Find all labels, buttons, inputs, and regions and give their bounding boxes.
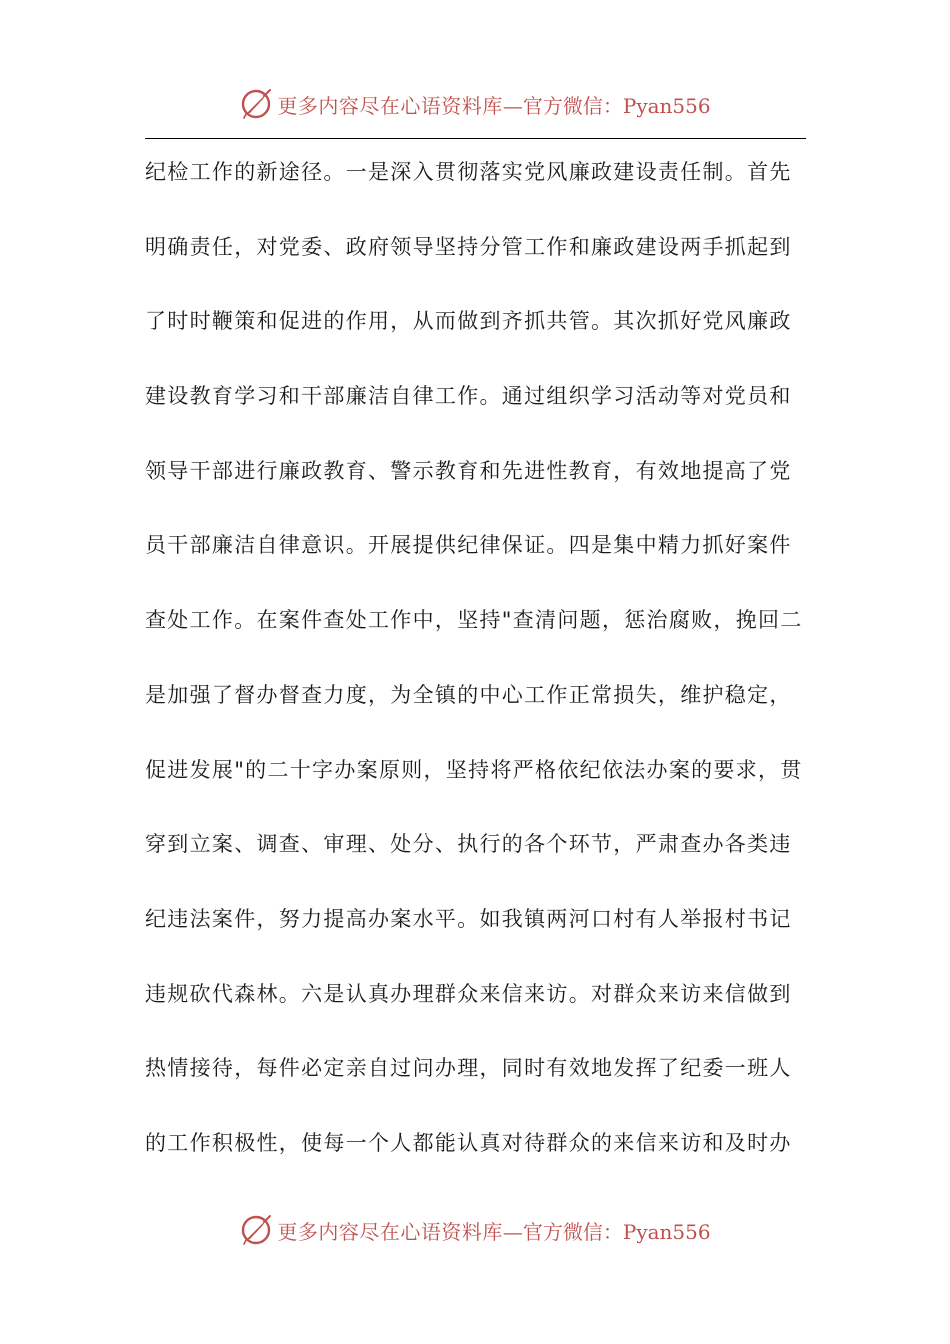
header-banner-contact: —官方微信：Pyan556 xyxy=(502,93,711,118)
quill-pen-logo-icon xyxy=(239,87,273,121)
quill-pen-logo-icon xyxy=(239,1213,273,1247)
footer-banner-contact: —官方微信：Pyan556 xyxy=(502,1219,711,1244)
header-divider xyxy=(145,138,806,139)
body-line: 纪检工作的新途径。一是深入贯彻落实党风廉政建设责任制。首先 xyxy=(145,160,792,184)
body-line: 纪违法案件，努力提高办案水平。如我镇两河口村有人举报村书记 xyxy=(145,906,792,931)
body-line: 员干部廉洁自律意识。开展提供纪律保证。四是集中精力抓好案件 xyxy=(145,533,792,558)
body-line: 的工作积极性，使每一个人都能认真对待群众的来信来访和及时办 xyxy=(145,1130,792,1155)
body-line: 是加强了督办督查力度，为全镇的中心工作正常损失，维护稳定， xyxy=(145,682,792,707)
body-line: 穿到立案、调查、审理、处分、执行的各个环节，严肃查办各类违 xyxy=(145,832,792,857)
header-banner-text: 更多内容尽在心语资料库 xyxy=(277,93,503,118)
body-line: 领导干部进行廉政教育、警示教育和先进性教育，有效地提高了党 xyxy=(145,458,792,483)
body-line: 建设教育学习和干部廉洁自律工作。通过组织学习活动等对党员和 xyxy=(145,384,792,409)
body-line: 促进发展"的二十字办案原则，坚持将严格依纪依法办案的要求，贯 xyxy=(145,757,803,782)
body-line: 了时时鞭策和促进的作用，从而做到齐抓共管。其次抓好党风廉政 xyxy=(145,309,792,334)
body-line: 违规砍代森林。六是认真办理群众来信来访。对群众来访来信做到 xyxy=(145,981,792,1006)
footer-banner-text: 更多内容尽在心语资料库 xyxy=(277,1219,503,1244)
header-banner xyxy=(0,84,950,124)
body-line: 热情接待，每件必定亲自过问办理，同时有效地发挥了纪委一班人 xyxy=(145,1056,792,1081)
body-line: 明确责任，对党委、政府领导坚持分管工作和廉政建设两手抓起到 xyxy=(145,234,792,259)
footer-banner xyxy=(0,1210,950,1250)
document-body xyxy=(145,150,810,1196)
body-line: 查处工作。在案件查处工作中，坚持"查清问题，惩治腐败，挽回二 xyxy=(145,608,803,633)
